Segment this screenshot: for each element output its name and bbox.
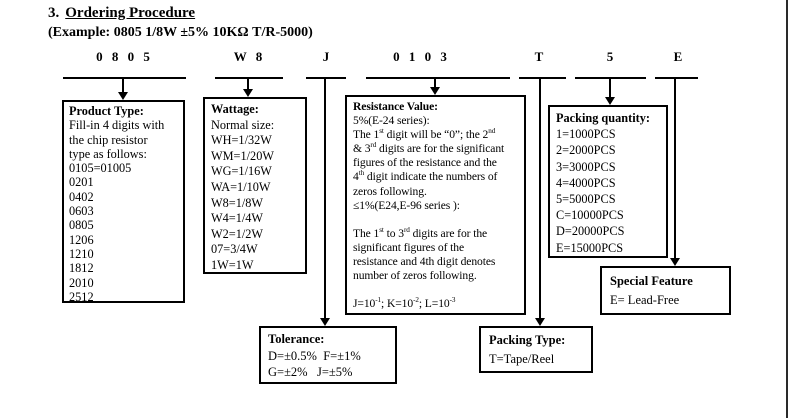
connector-line-packing-type bbox=[519, 77, 566, 79]
box-line: The 1st digit will be “0”; the 2nd bbox=[353, 127, 496, 142]
box-line: The 1st to 3rd digits are for the bbox=[353, 225, 488, 240]
box-line: 3=3000PCS bbox=[556, 159, 616, 174]
box-line: type as follows: bbox=[69, 146, 147, 161]
packing-type-box bbox=[479, 326, 593, 373]
connector-stem-tolerance bbox=[324, 77, 326, 319]
box-line: 0603 bbox=[69, 204, 94, 219]
connector-line-wattage bbox=[215, 77, 283, 79]
connector-stem-packing-type bbox=[539, 77, 541, 319]
box-heading: Packing quantity: bbox=[556, 111, 650, 125]
box-line: $J=10^{-1}$; $K=10^{-2}$; $L=10^{-3}$ bbox=[353, 296, 456, 311]
connector-stem-product-type bbox=[122, 77, 124, 93]
code-tolerance: J bbox=[322, 49, 330, 64]
box-line: 2512 bbox=[69, 289, 94, 304]
box-line: 2=2000PCS bbox=[556, 143, 616, 158]
wattage-box bbox=[203, 97, 307, 274]
arrow-down-icon bbox=[118, 92, 128, 100]
box-line: 1=1000PCS bbox=[556, 127, 616, 142]
connector-line-product-type bbox=[63, 77, 186, 79]
example-line: (Example: 0805 1/8W ±5% 10KΩ T/R-5000) bbox=[48, 25, 313, 40]
box-line: 0402 bbox=[69, 189, 94, 204]
box-line: number of zeros following. bbox=[353, 269, 477, 283]
box-line: 4th digit indicate the numbers of bbox=[353, 169, 498, 184]
connector-stem-packing-quantity bbox=[609, 77, 611, 98]
arrow-down-icon bbox=[320, 318, 330, 326]
section-number: 3. bbox=[48, 5, 60, 21]
code-special-feature: E bbox=[673, 49, 683, 64]
box-line: E= Lead-Free bbox=[610, 293, 680, 307]
arrow-down-icon bbox=[605, 97, 615, 105]
box-heading: Tolerance: bbox=[268, 332, 325, 346]
connector-line-resistance bbox=[366, 77, 510, 79]
box-line: 0201 bbox=[69, 175, 94, 190]
box-line: 0805 bbox=[69, 218, 94, 233]
box-line: 1210 bbox=[69, 246, 94, 261]
code-packing-type: T bbox=[534, 49, 544, 64]
box-line: 07=3/4W bbox=[211, 242, 258, 257]
box-heading: Product Type: bbox=[69, 104, 144, 118]
section-title bbox=[48, 5, 195, 22]
box-line: the chip resistor bbox=[69, 132, 148, 147]
tolerance-box bbox=[259, 326, 397, 384]
box-line: 5=5000PCS bbox=[556, 192, 616, 207]
box-line: & 3rd digits are for the significant bbox=[353, 141, 505, 156]
box-line: W8=1/8W bbox=[211, 195, 264, 210]
box-line: 0105=01005 bbox=[69, 161, 132, 176]
connector-line-special-feature bbox=[655, 77, 698, 79]
box-line: 1206 bbox=[69, 232, 94, 247]
box-line: W2=1/2W bbox=[211, 226, 264, 241]
arrow-down-icon bbox=[535, 318, 545, 326]
box-line: Normal size: bbox=[211, 117, 275, 132]
box-line: G=±2% J=±5% bbox=[268, 365, 353, 379]
box-line: T=Tape/Reel bbox=[489, 352, 555, 366]
packing-quantity-box bbox=[548, 105, 668, 258]
box-line: Fill-in 4 digits with bbox=[69, 118, 165, 133]
box-line: D=20000PCS bbox=[556, 224, 625, 239]
box-line: D=±0.5% F=±1% bbox=[268, 348, 361, 363]
box-line: W4=1/4W bbox=[211, 211, 264, 226]
code-packing-quantity: 5 bbox=[606, 49, 614, 64]
box-line: C=10000PCS bbox=[556, 208, 624, 223]
code-product-type: 0 8 0 5 bbox=[96, 49, 150, 64]
box-line bbox=[353, 283, 518, 297]
arrow-down-icon bbox=[430, 87, 440, 95]
box-line: resistance and 4th digit denotes bbox=[353, 255, 496, 269]
box-line: 4=4000PCS bbox=[556, 175, 616, 190]
box-heading: Resistance Value: bbox=[353, 100, 438, 113]
code-wattage: W 8 bbox=[233, 49, 263, 64]
box-line: ≤1%(E24,E-96 series ): bbox=[353, 198, 460, 212]
box-line: WG=1/16W bbox=[211, 164, 272, 179]
section-title-text: Ordering Procedure bbox=[65, 5, 196, 21]
box-line: E=15000PCS bbox=[556, 240, 624, 255]
code-resistance: 0 1 0 3 bbox=[393, 49, 447, 64]
page-edge-line bbox=[786, 0, 788, 418]
box-heading: Special Feature bbox=[610, 274, 693, 288]
box-heading: Wattage: bbox=[211, 102, 259, 116]
box-line: 1W=1W bbox=[211, 257, 254, 272]
connector-line-tolerance bbox=[306, 77, 346, 79]
special-feature-box bbox=[600, 266, 731, 315]
connector-stem-special-feature bbox=[674, 77, 676, 259]
box-line bbox=[353, 213, 518, 227]
resistance-value-box bbox=[345, 95, 526, 315]
product-type-box bbox=[62, 100, 185, 303]
box-line: figures of the resistance and the bbox=[353, 156, 497, 170]
box-line: WH=1/32W bbox=[211, 133, 272, 148]
box-line: WA=1/10W bbox=[211, 179, 271, 194]
box-line: zeros following. bbox=[353, 184, 427, 198]
box-heading: Packing Type: bbox=[489, 333, 566, 347]
box-line: significant figures of the bbox=[353, 240, 465, 254]
box-line: 5%(E-24 series): bbox=[353, 114, 430, 128]
box-line: WM=1/20W bbox=[211, 148, 274, 163]
box-line: 2010 bbox=[69, 275, 94, 290]
box-line: 1812 bbox=[69, 261, 94, 276]
arrow-down-icon bbox=[243, 89, 253, 97]
arrow-down-icon bbox=[670, 258, 680, 266]
